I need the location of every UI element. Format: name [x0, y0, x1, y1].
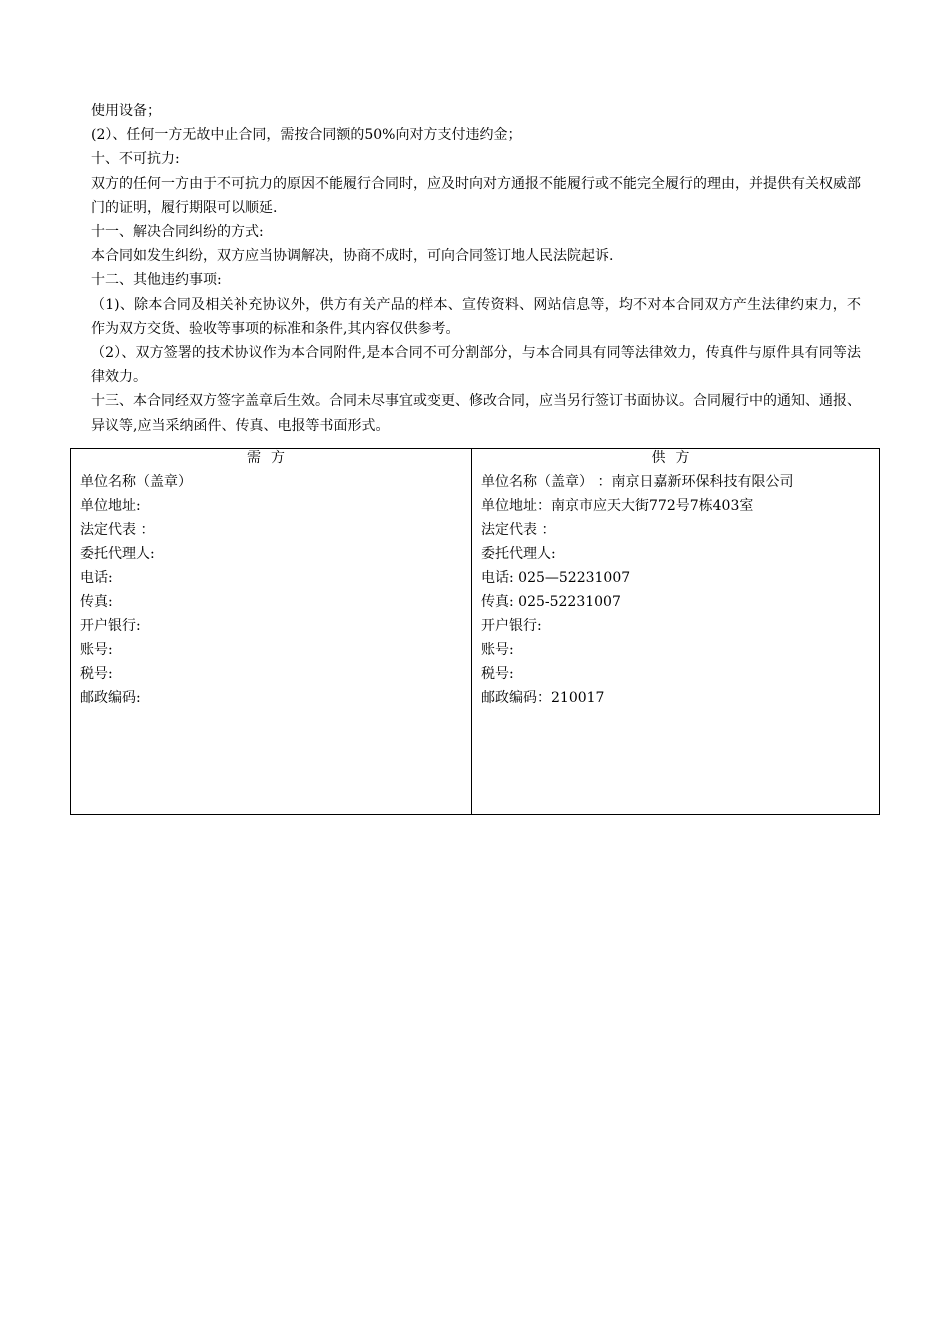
supplier-column [472, 449, 879, 814]
buyer-account: 账号: [80, 642, 113, 658]
supplier-company-name: 单位名称（盖章） ：南京日嘉新环保科技有限公司 [481, 474, 794, 490]
supplier-fax: 传真: 025-52231007 [481, 594, 621, 610]
buyer-company-name: 单位名称（盖章） [80, 474, 192, 490]
supplier-account: 账号: [481, 642, 514, 658]
contract-body [91, 99, 861, 438]
buyer-fields [80, 470, 465, 710]
buyer-phone: 电话: [80, 570, 113, 586]
supplier-phone: 电话: 025—52231007 [481, 570, 631, 586]
paragraph: (2）、任何一方无故中止合同，需按合同额的50%向对方支付违约金； [91, 127, 522, 144]
buyer-column [71, 449, 472, 814]
paragraph: 十三、本合同经双方签字盖章后生效。合同未尽事宜或变更、修改合同，应当另行签订书面协议。合同履行中的通知、通报、异议等,应当采纳函件、传真、电报等书面形式。 [91, 393, 861, 434]
paragraph: 使用设备； [91, 103, 161, 119]
buyer-fax: 传真: [80, 594, 113, 610]
buyer-tax-id: 税号: [80, 666, 113, 682]
buyer-bank: 开户银行: [80, 618, 141, 634]
supplier-address: 单位地址：南京市应天大街772号7栋403室 [481, 498, 754, 514]
paragraph: （1)、除本合同及相关补充协议外，供方有关产品的样本、宣传资料、网站信息等，均不对本合同双方产生法律约束力，不作为双方交货、验收等事项的标准和条件,其内容仅供参考。 [91, 296, 861, 337]
buyer-legal-rep: 法定代表 ： [80, 522, 155, 538]
section-heading: 十、不可抗力: [91, 151, 180, 168]
section-heading: 十一、解决合同纠纷的方式: [91, 224, 264, 241]
supplier-tax-id: 税号: [481, 666, 514, 682]
supplier-agent: 委托代理人: [481, 546, 556, 562]
supplier-legal-rep: 法定代表 ： [481, 522, 556, 538]
buyer-postcode: 邮政编码: [80, 690, 141, 706]
supplier-fields [481, 470, 873, 710]
signature-table [70, 448, 880, 815]
buyer-address: 单位地址: [80, 498, 141, 514]
section-heading: 十二、其他违约事项: [91, 272, 222, 289]
buyer-title: 需方 [247, 450, 295, 466]
supplier-title: 供方 [651, 450, 700, 466]
paragraph: （2）、双方签署的技术协议作为本合同附件,是本合同不可分割部分，与本合同具有同等法律效力，传真件与原件具有同等法律效力。 [91, 345, 861, 386]
supplier-postcode: 邮政编码：210017 [481, 690, 605, 706]
buyer-agent: 委托代理人: [80, 546, 155, 562]
supplier-bank: 开户银行: [481, 618, 542, 634]
paragraph: 双方的任何一方由于不可抗力的原因不能履行合同时，应及时向对方通报不能履行或不能完全履行的理由，并提供有关权威部门的证明，履行期限可以顺延. [91, 175, 861, 216]
paragraph: 本合同如发生纠纷，双方应当协调解决，协商不成时，可向合同签订地人民法院起诉. [91, 248, 614, 265]
